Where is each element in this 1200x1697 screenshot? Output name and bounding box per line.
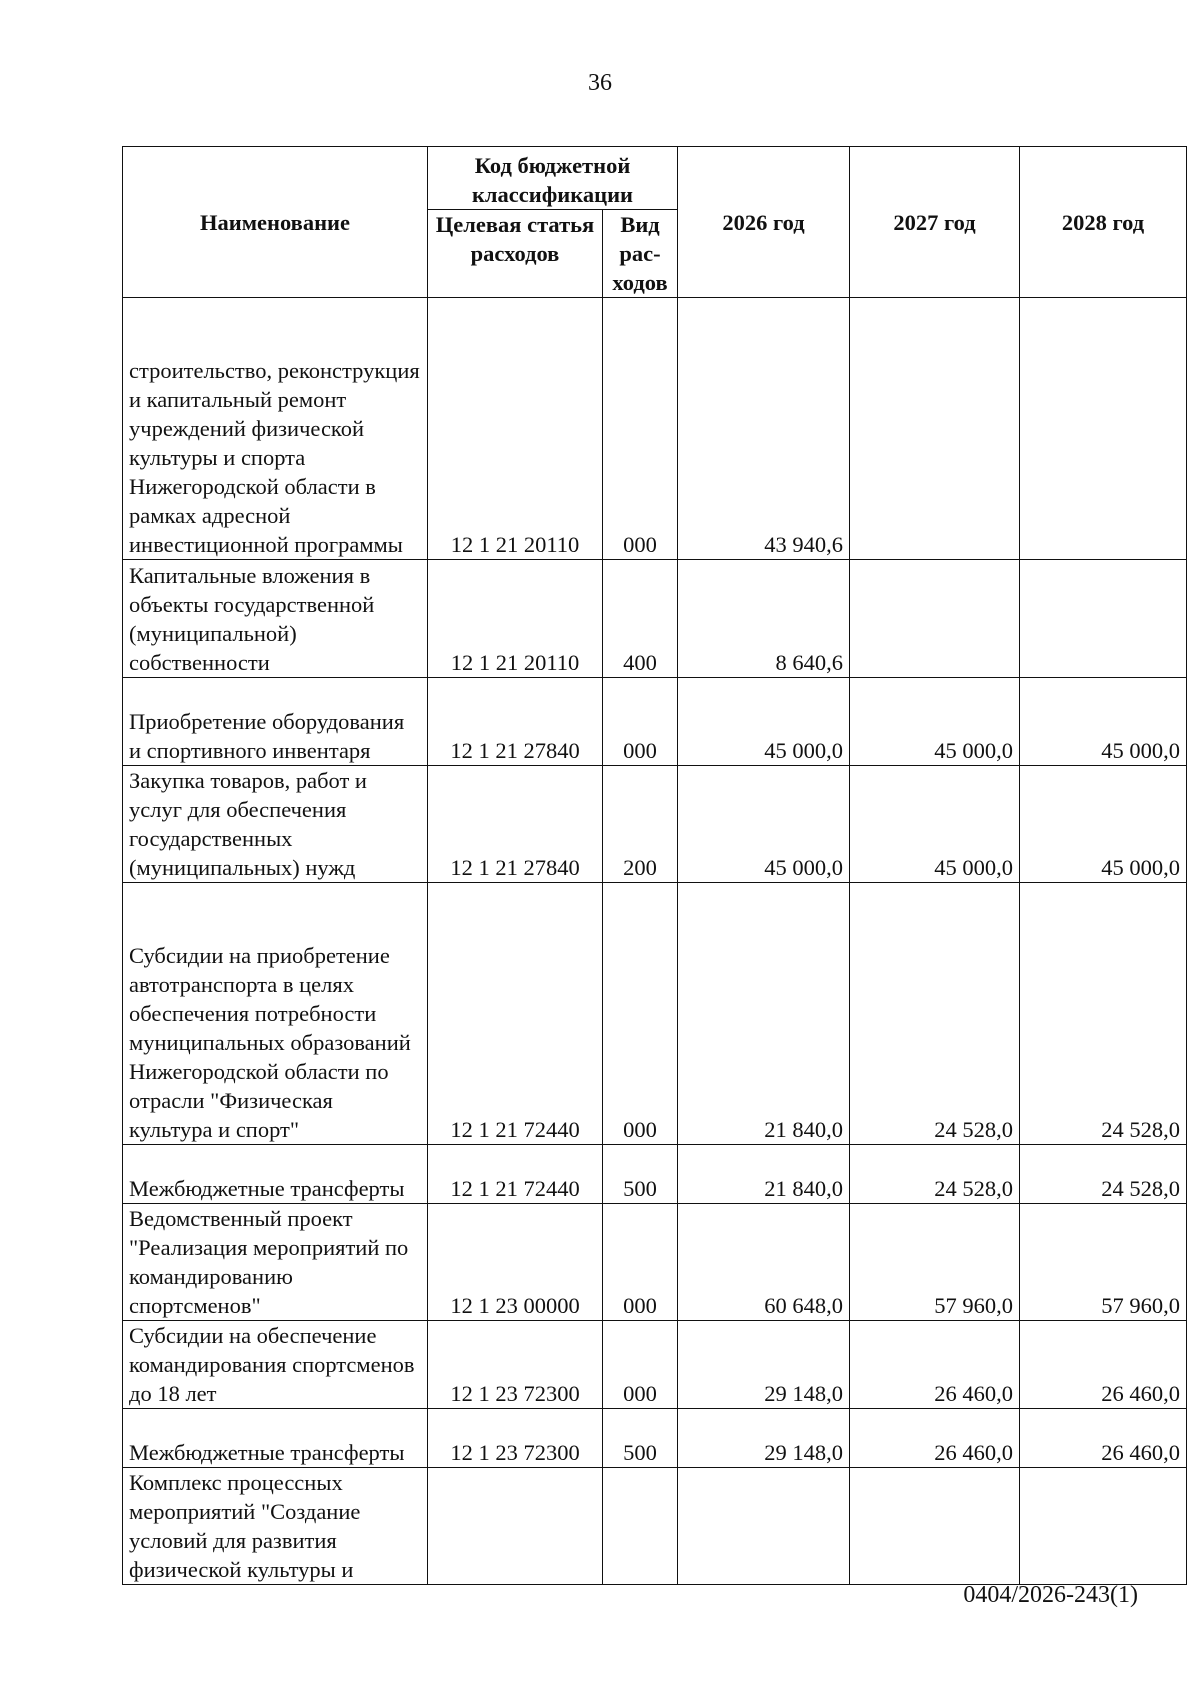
row-expense-kind: 200	[603, 766, 678, 883]
row-expense-kind: 400	[603, 560, 678, 678]
table-row	[123, 1409, 1187, 1468]
row-value-2027	[850, 560, 1020, 678]
table-row	[123, 560, 1187, 678]
row-target-article: 12 1 23 72300	[428, 1321, 603, 1409]
row-target-article: 12 1 21 20110	[428, 298, 603, 560]
row-value-2027: 24 528,0	[850, 883, 1020, 1145]
row-name: Межбюджетные трансферты	[123, 1409, 428, 1468]
row-value-2027: 57 960,0	[850, 1204, 1020, 1321]
row-expense-kind: 000	[603, 678, 678, 766]
row-value-2026: 29 148,0	[678, 1321, 850, 1409]
table-row	[123, 766, 1187, 883]
row-name: Приобретение оборудования и спортивного инвентаря	[123, 678, 428, 766]
row-expense-kind: 500	[603, 1145, 678, 1204]
row-name: Субсидии на приобретение автотранспорта в целях обеспечения потребности муниципальных образований Нижегородской области по отрасли "Физическая культура и спорт"	[123, 883, 428, 1145]
row-expense-kind: 000	[603, 883, 678, 1145]
row-value-2028	[1020, 560, 1187, 678]
row-value-2028: 24 528,0	[1020, 1145, 1187, 1204]
header-expense-kind: Вид рас-ходов	[603, 210, 678, 298]
row-value-2028: 26 460,0	[1020, 1321, 1187, 1409]
row-value-2026: 60 648,0	[678, 1204, 850, 1321]
row-target-article: 12 1 21 27840	[428, 766, 603, 883]
header-name: Наименование	[123, 147, 428, 298]
row-value-2026: 21 840,0	[678, 1145, 850, 1204]
row-name: Комплекс процессных мероприятий "Создание условий для развития физической культуры и	[123, 1468, 428, 1585]
page-number: 36	[588, 70, 612, 96]
row-target-article: 12 1 23 00000	[428, 1204, 603, 1321]
header-2026: 2026 год	[678, 147, 850, 298]
budget-table	[122, 146, 1187, 1585]
table-row	[123, 298, 1187, 560]
row-expense-kind: 000	[603, 1204, 678, 1321]
table-row	[123, 678, 1187, 766]
header-target-article: Целевая статья расходов	[428, 210, 603, 298]
row-value-2027: 24 528,0	[850, 1145, 1020, 1204]
header-2028: 2028 год	[1020, 147, 1187, 298]
row-value-2028: 57 960,0	[1020, 1204, 1187, 1321]
table-body	[123, 298, 1187, 1585]
row-expense-kind: 500	[603, 1409, 678, 1468]
row-target-article: 12 1 21 27840	[428, 678, 603, 766]
row-name: Закупка товаров, работ и услуг для обеспечения государственных (муниципальных) нужд	[123, 766, 428, 883]
table-row	[123, 1321, 1187, 1409]
row-name: Капитальные вложения в объекты государственной (муниципальной) собственности	[123, 560, 428, 678]
row-target-article: 12 1 23 72300	[428, 1409, 603, 1468]
row-target-article	[428, 1468, 603, 1585]
row-value-2027	[850, 1468, 1020, 1585]
row-value-2026: 29 148,0	[678, 1409, 850, 1468]
row-value-2026: 43 940,6	[678, 298, 850, 560]
table-row	[123, 883, 1187, 1145]
table-row	[123, 1145, 1187, 1204]
row-value-2028	[1020, 1468, 1187, 1585]
row-value-2026: 45 000,0	[678, 678, 850, 766]
row-value-2026: 21 840,0	[678, 883, 850, 1145]
row-value-2027: 45 000,0	[850, 766, 1020, 883]
row-value-2028: 45 000,0	[1020, 678, 1187, 766]
row-name: Субсидии на обеспечение командирования спортсменов до 18 лет	[123, 1321, 428, 1409]
row-value-2028: 26 460,0	[1020, 1409, 1187, 1468]
row-value-2028: 24 528,0	[1020, 883, 1187, 1145]
row-target-article: 12 1 21 72440	[428, 883, 603, 1145]
row-target-article: 12 1 21 72440	[428, 1145, 603, 1204]
row-value-2027: 26 460,0	[850, 1321, 1020, 1409]
table-row	[123, 1468, 1187, 1585]
document-code: 0404/2026-243(1)	[963, 1582, 1138, 1608]
row-expense-kind	[603, 1468, 678, 1585]
row-name: Ведомственный проект "Реализация мероприятий по командированию спортсменов"	[123, 1204, 428, 1321]
row-name: Межбюджетные трансферты	[123, 1145, 428, 1204]
row-value-2027: 26 460,0	[850, 1409, 1020, 1468]
row-value-2026: 45 000,0	[678, 766, 850, 883]
header-budget-code: Код бюджетной классификации	[428, 147, 678, 210]
row-value-2027: 45 000,0	[850, 678, 1020, 766]
header-2027: 2027 год	[850, 147, 1020, 298]
row-value-2028: 45 000,0	[1020, 766, 1187, 883]
row-value-2028	[1020, 298, 1187, 560]
row-value-2026: 8 640,6	[678, 560, 850, 678]
table-row	[123, 1204, 1187, 1321]
row-expense-kind: 000	[603, 298, 678, 560]
row-value-2027	[850, 298, 1020, 560]
row-target-article: 12 1 21 20110	[428, 560, 603, 678]
row-value-2026	[678, 1468, 850, 1585]
row-name: строительство, реконструкция и капитальный ремонт учреждений физической культуры и спорта Нижегородской области в рамках адресной инвестиционной программы	[123, 298, 428, 560]
row-expense-kind: 000	[603, 1321, 678, 1409]
